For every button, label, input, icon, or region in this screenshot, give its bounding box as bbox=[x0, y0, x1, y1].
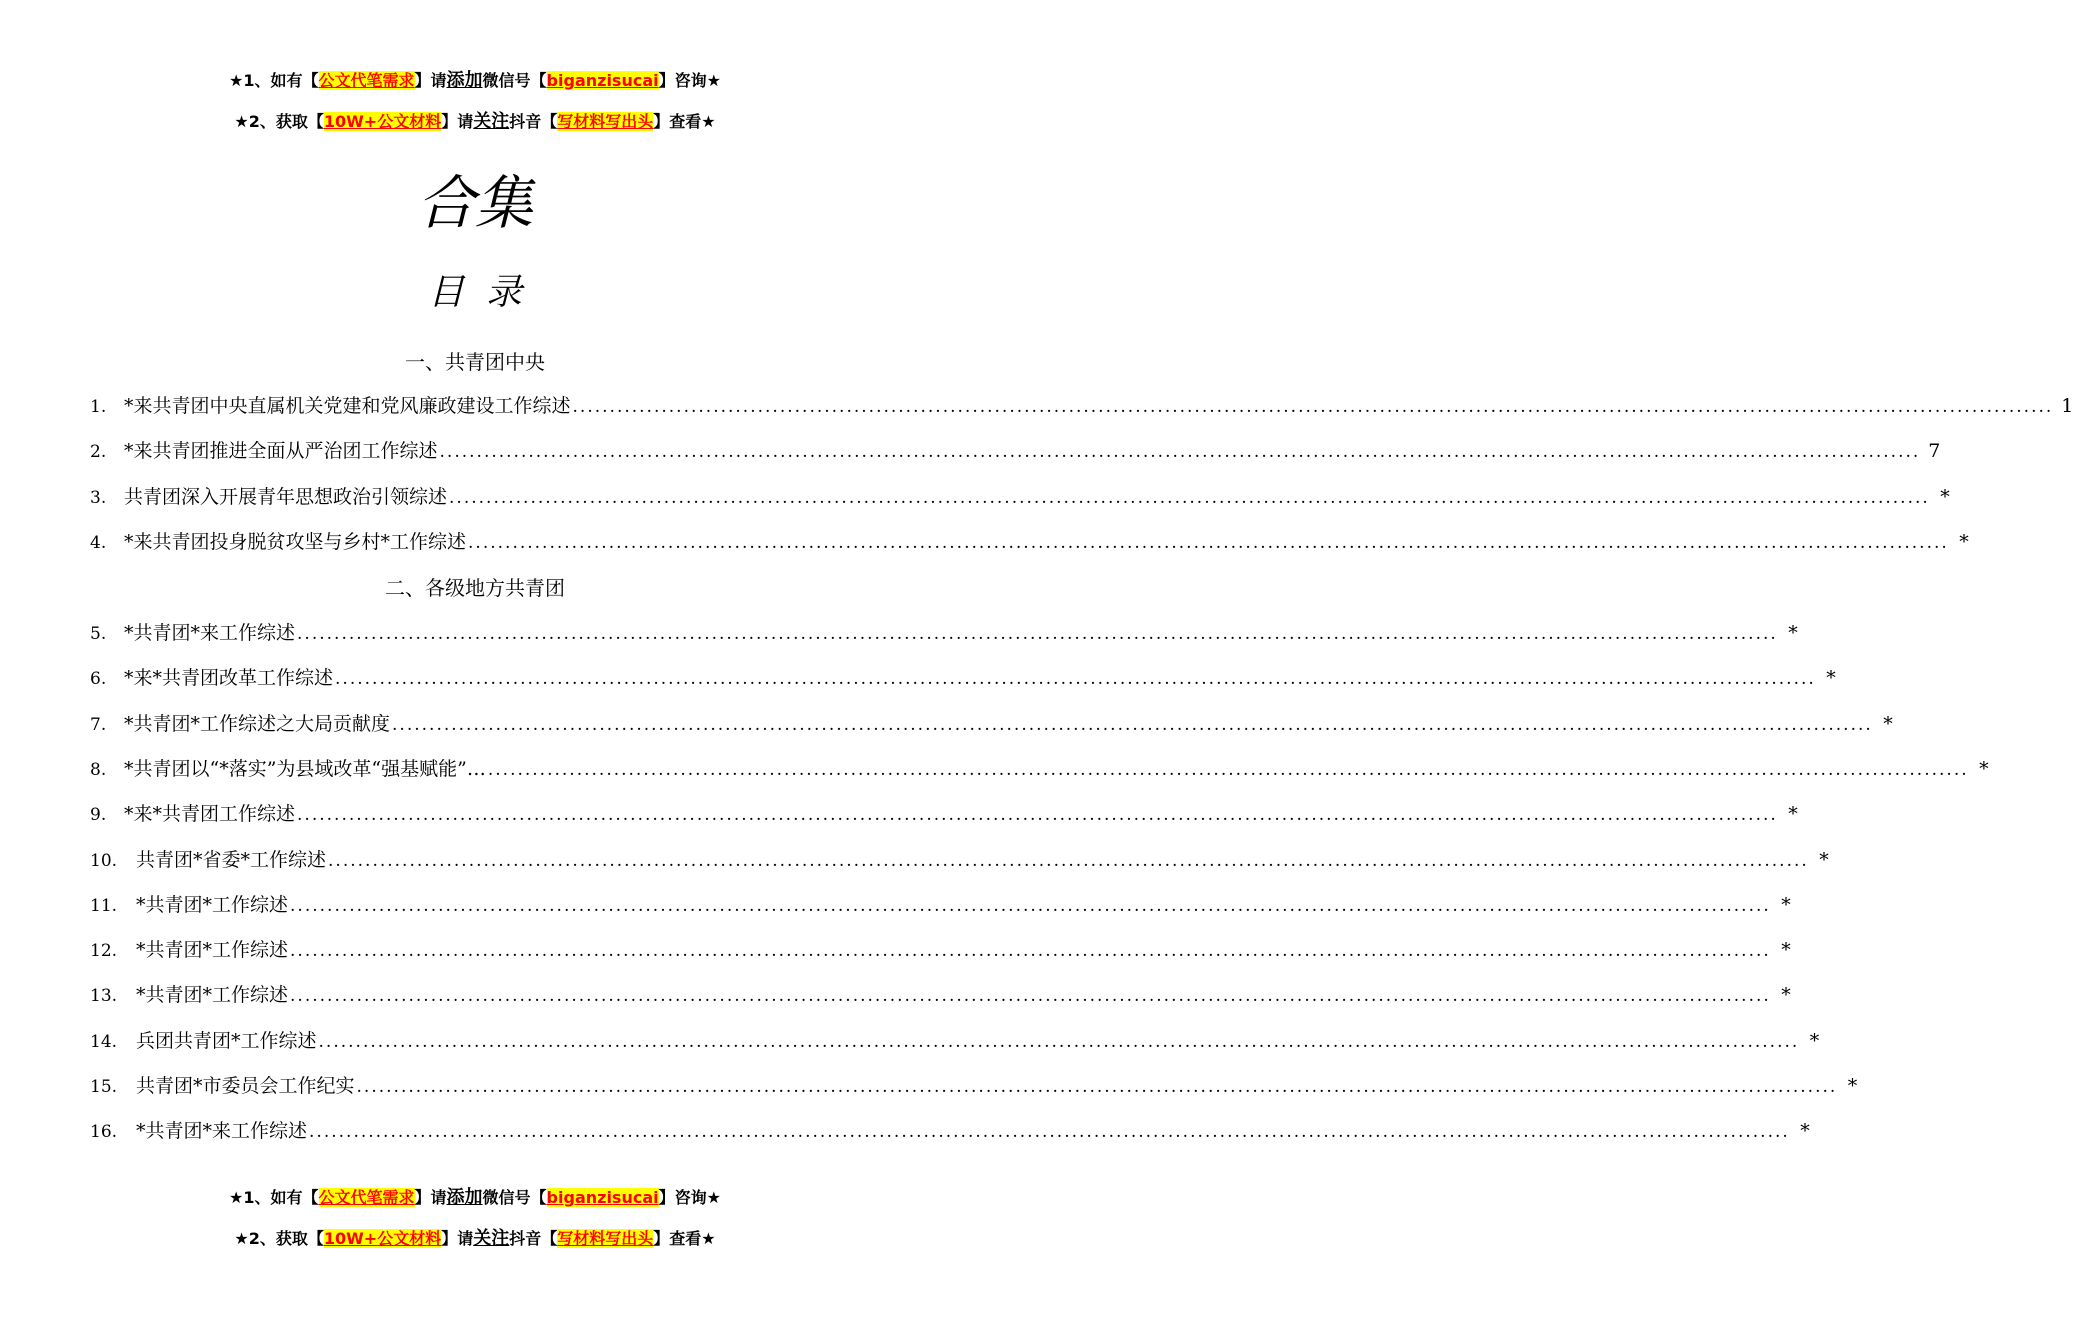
promo-highlight: 公文代笔需求 bbox=[318, 71, 415, 90]
toc-entry-title: 共青团*省委*工作综述 bbox=[136, 848, 327, 871]
promo-line-2-bottom bbox=[0, 1228, 950, 1250]
promo-suffix: 】咨询★ bbox=[658, 1188, 721, 1207]
promo-text: 抖音【 bbox=[509, 1229, 558, 1248]
toc-heading: 目录 bbox=[427, 272, 544, 313]
toc-entry-title: 兵团共青团*工作综述 bbox=[136, 1029, 317, 1052]
toc-dot-leader: ........................................................................................................................................................................................................ bbox=[318, 1031, 1800, 1052]
toc-dot-leader: ........................................................................................................................................................................................................ bbox=[487, 759, 1969, 780]
toc-entry-page: 7 bbox=[1928, 440, 1941, 463]
toc-entry-number: 11. bbox=[90, 895, 118, 916]
toc-entry[interactable] bbox=[90, 800, 1798, 829]
toc-dot-leader: ........................................................................................................................................................................................................ bbox=[297, 624, 1778, 644]
toc-entry-number: 10. bbox=[90, 850, 118, 871]
toc-entry-page: * bbox=[1781, 939, 1791, 962]
toc-entry-title: *共青团*工作综述之大局贡献度 bbox=[124, 712, 391, 735]
toc-entry-number: 13. bbox=[90, 986, 118, 1007]
toc-dot-leader: ........................................................................................................................................................................................................ bbox=[335, 669, 1816, 690]
toc-dot-leader: ........................................................................................................................................................................................................ bbox=[392, 714, 1873, 735]
toc-entry-title: *共青团*来工作综述 bbox=[136, 1120, 308, 1143]
promo-highlight: 10W+公文材料 bbox=[323, 112, 442, 131]
toc-entry-page: * bbox=[1826, 667, 1836, 690]
toc-dot-leader: ........................................................................................................................................................................................................ bbox=[572, 397, 2054, 417]
toc-dot-leader: ........................................................................................................................................................................................................ bbox=[328, 850, 1809, 871]
toc-entry[interactable] bbox=[90, 936, 1791, 965]
toc-entry-title: *来*共青团工作综述 bbox=[124, 803, 296, 826]
toc-entry-number: 4. bbox=[90, 532, 107, 553]
toc-entry-page: 1 bbox=[2061, 395, 2073, 417]
toc-dot-leader: ........................................................................................................................................................................................................ bbox=[290, 986, 1771, 1007]
promo-suffix: 】查看★ bbox=[653, 1229, 716, 1248]
toc-entry-title: *共青团*来工作综述 bbox=[124, 622, 296, 644]
toc-entry-page: * bbox=[1788, 803, 1798, 826]
promo-emphasis: 添加 bbox=[446, 1187, 483, 1208]
toc-entry-number: 14. bbox=[90, 1031, 118, 1052]
toc-entry-title: *来共青团中央直属机关党建和党风廉政建设工作综述 bbox=[124, 395, 571, 417]
toc-entry-page: * bbox=[1883, 712, 1893, 735]
toc-entry[interactable] bbox=[90, 755, 1989, 784]
toc-entry-title: *共青团*工作综述 bbox=[136, 984, 289, 1007]
promo-text: 微信号【 bbox=[482, 1188, 547, 1207]
promo-wechat-id: biganzisucai bbox=[546, 71, 659, 90]
toc-dot-leader: ........................................................................................................................................................................................................ bbox=[449, 487, 1930, 508]
promo-text: 】请 bbox=[441, 112, 474, 131]
promo-prefix: ★1、如有【 bbox=[229, 1188, 319, 1207]
toc-entry-page: * bbox=[1819, 848, 1829, 871]
toc-entry-number: 7. bbox=[90, 714, 107, 735]
toc-entry[interactable] bbox=[90, 664, 1836, 693]
toc-dot-leader: ........................................................................................................................................................................................................ bbox=[439, 442, 1921, 463]
toc-entry-number: 8. bbox=[90, 759, 107, 780]
toc-entry[interactable] bbox=[90, 846, 1829, 875]
toc-entry-page: * bbox=[1800, 1120, 1810, 1143]
toc-entry-page: * bbox=[1809, 1029, 1820, 1052]
section-title-local: 二、各级地方共青团 bbox=[385, 576, 565, 600]
toc-entry-page: * bbox=[1959, 530, 1969, 553]
toc-entry-title: *共青团*工作综述 bbox=[136, 893, 289, 916]
promo-prefix: ★2、获取【 bbox=[234, 112, 324, 131]
promo-wechat-id: biganzisucai bbox=[546, 1188, 659, 1207]
toc-entry[interactable] bbox=[90, 710, 1893, 739]
promo-prefix: ★2、获取【 bbox=[234, 1229, 324, 1248]
toc-entry[interactable] bbox=[90, 1072, 1858, 1101]
toc-entry-number: 9. bbox=[90, 805, 107, 826]
toc-dot-leader: ........................................................................................................................................................................................................ bbox=[290, 941, 1771, 962]
toc-entry[interactable] bbox=[90, 619, 1798, 648]
toc-dot-leader: ........................................................................................................................................................................................................ bbox=[468, 532, 1949, 553]
promo-text: 】请 bbox=[414, 1188, 447, 1207]
toc-entry-page: * bbox=[1979, 757, 1989, 780]
promo-text: 】请 bbox=[441, 1229, 474, 1248]
promo-prefix: ★1、如有【 bbox=[229, 71, 319, 90]
toc-dot-leader: ........................................................................................................................................................................................................ bbox=[290, 895, 1771, 916]
toc-entry-number: 15. bbox=[90, 1077, 118, 1097]
promo-suffix: 】查看★ bbox=[653, 112, 716, 131]
toc-dot-leader: ........................................................................................................................................................................................................ bbox=[297, 805, 1778, 826]
toc-entry-page: * bbox=[1940, 485, 1950, 508]
toc-entry[interactable] bbox=[90, 392, 2073, 421]
toc-dot-leader: ........................................................................................................................................................................................................ bbox=[356, 1077, 1838, 1097]
promo-douyin-id: 写材料写出头 bbox=[557, 1229, 654, 1248]
promo-emphasis: 添加 bbox=[446, 70, 483, 91]
toc-entry[interactable] bbox=[90, 1117, 1810, 1146]
toc-entry-page: * bbox=[1781, 984, 1791, 1007]
toc-entry-title: 共青团深入开展青年思想政治引领综述 bbox=[124, 485, 448, 508]
section-title-central: 一、共青团中央 bbox=[405, 350, 545, 374]
toc-entry-page: * bbox=[1847, 1075, 1858, 1097]
toc-entry-number: 3. bbox=[90, 487, 107, 508]
document-title: 合集 bbox=[416, 169, 533, 237]
toc-entry-number: 1. bbox=[90, 397, 107, 417]
promo-emphasis: 关注 bbox=[473, 111, 510, 132]
toc-entry-title: *来共青团推进全面从严治团工作综述 bbox=[124, 440, 438, 463]
table-of-contents bbox=[90, 0, 2073, 1344]
promo-line-1-bottom bbox=[0, 1187, 950, 1209]
toc-entry-page: * bbox=[1781, 893, 1791, 916]
toc-entry-number: 12. bbox=[90, 941, 118, 962]
toc-entry[interactable] bbox=[90, 981, 1791, 1010]
toc-entry[interactable] bbox=[90, 891, 1791, 920]
toc-entry-title: 共青团*市委员会工作纪实 bbox=[136, 1075, 355, 1097]
toc-entry-page: * bbox=[1788, 622, 1798, 644]
toc-entry-number: 16. bbox=[90, 1122, 118, 1143]
toc-entry[interactable] bbox=[90, 1027, 1820, 1056]
toc-entry[interactable] bbox=[90, 437, 1941, 466]
promo-text: 抖音【 bbox=[509, 112, 558, 131]
toc-entry-title: *来共青团投身脱贫攻坚与乡村*工作综述 bbox=[124, 530, 467, 553]
toc-entry-number: 5. bbox=[90, 624, 107, 644]
promo-emphasis: 关注 bbox=[473, 1228, 510, 1249]
promo-suffix: 】咨询★ bbox=[658, 71, 721, 90]
toc-entry-title: *共青团*工作综述 bbox=[136, 939, 289, 962]
promo-douyin-id: 写材料写出头 bbox=[557, 112, 654, 131]
promo-text: 微信号【 bbox=[482, 71, 547, 90]
toc-entry[interactable] bbox=[90, 528, 1969, 557]
toc-entry-number: 2. bbox=[90, 442, 107, 463]
toc-entry[interactable] bbox=[90, 483, 1950, 512]
toc-entry-title: *共青团以“*落实”为县域改革“强基赋能”… bbox=[124, 757, 486, 780]
promo-highlight: 公文代笔需求 bbox=[318, 1188, 415, 1207]
toc-dot-leader: ........................................................................................................................................................................................................ bbox=[309, 1122, 1790, 1143]
toc-entry-title: *来*共青团改革工作综述 bbox=[124, 667, 334, 690]
promo-text: 】请 bbox=[414, 71, 447, 90]
promo-highlight: 10W+公文材料 bbox=[323, 1229, 442, 1248]
toc-entry-number: 6. bbox=[90, 669, 107, 690]
